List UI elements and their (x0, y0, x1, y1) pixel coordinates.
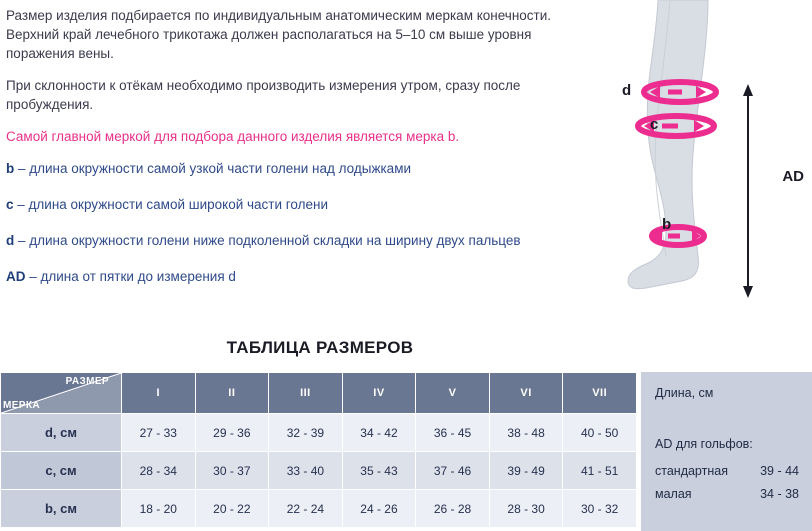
column-header-3: III (269, 373, 343, 414)
column-header-2: II (195, 373, 269, 414)
cell-b-7: 30 - 32 (563, 490, 637, 528)
label-ad: AD (782, 168, 804, 185)
table-corner-cell (1, 373, 122, 414)
label-b: b (662, 216, 672, 233)
definition-ad-text: – длина от пятки до измерения d (25, 269, 236, 284)
definition-b (6, 159, 586, 178)
corner-label-size: РАЗМЕР (65, 376, 109, 387)
column-header-6: VI (489, 373, 563, 414)
ring-d (644, 82, 716, 102)
info-row-standard (655, 464, 805, 478)
definition-b-text: – длина окружности самой узкой части голени над лодыжками (14, 161, 412, 176)
row-label-b: b, см (1, 490, 122, 528)
cell-b-5: 26 - 28 (416, 490, 490, 528)
definition-c (6, 195, 586, 214)
cell-d-1: 27 - 33 (122, 414, 196, 452)
cell-d-5: 36 - 45 (416, 414, 490, 452)
info-row-small (655, 487, 805, 501)
leg-illustration (600, 0, 812, 320)
info-panel-subtitle: AD для гольфов: (655, 437, 753, 451)
size-table (0, 372, 637, 528)
cell-c-2: 30 - 37 (195, 452, 269, 490)
cell-b-3: 22 - 24 (269, 490, 343, 528)
definition-c-key: c (6, 197, 14, 212)
length-info-panel (641, 372, 812, 531)
ring-b (652, 227, 704, 245)
info-panel-rows (655, 464, 805, 510)
size-table-header-row (1, 373, 637, 414)
description-text-block (6, 6, 586, 303)
table-row (1, 490, 637, 528)
cell-c-3: 33 - 40 (269, 452, 343, 490)
table-row (1, 414, 637, 452)
ad-arrow (743, 84, 753, 298)
row-label-c: c, см (1, 452, 122, 490)
paragraph-highlight: Самой главной меркой для подбора данного изделия является мерка b. (6, 129, 460, 144)
cell-b-1: 18 - 20 (122, 490, 196, 528)
info-row-standard-value: 39 - 44 (760, 464, 799, 478)
info-row-standard-name: стандартная (655, 464, 728, 478)
cell-d-3: 32 - 39 (269, 414, 343, 452)
definition-c-text: – длина окружности самой широкой части голени (13, 197, 328, 212)
label-d: d (622, 82, 632, 99)
definitions-list (6, 159, 586, 286)
cell-c-4: 35 - 43 (342, 452, 416, 490)
table-title: ТАБЛИЦА РАЗМЕРОВ (226, 338, 414, 357)
paragraph-1: Размер изделия подбирается по индивидуальным анатомическим меркам конечности. Верхний край лечебного трикотажа должен располагаться на 5–10 см выше уровня поражения вены. (6, 8, 552, 61)
cell-b-2: 20 - 22 (195, 490, 269, 528)
leg-diagram-svg (600, 0, 812, 320)
cell-d-2: 29 - 36 (195, 414, 269, 452)
cell-c-1: 28 - 34 (122, 452, 196, 490)
paragraph-2: При склонности к отёкам необходимо производить измерения утром, сразу после пробуждения. (6, 78, 521, 112)
column-header-7: VII (563, 373, 637, 414)
size-table-body (1, 414, 637, 528)
definition-d-text: – длина окружности голени ниже подколенной складки на ширину двух пальцев (14, 233, 521, 248)
cell-d-4: 34 - 42 (342, 414, 416, 452)
column-header-4: IV (342, 373, 416, 414)
definition-ad (6, 267, 586, 286)
info-panel-title: Длина, см (655, 386, 714, 400)
cell-c-7: 41 - 51 (563, 452, 637, 490)
definition-d-key: d (6, 233, 15, 248)
info-row-small-value: 34 - 38 (760, 487, 799, 501)
definition-ad-key: AD (6, 269, 26, 284)
definition-b-key: b (6, 161, 15, 176)
cell-c-5: 37 - 46 (416, 452, 490, 490)
size-table-head (1, 373, 637, 414)
cell-b-6: 28 - 30 (489, 490, 563, 528)
cell-d-6: 38 - 48 (489, 414, 563, 452)
row-label-d: d, см (1, 414, 122, 452)
table-row (1, 452, 637, 490)
info-row-small-name: малая (655, 487, 692, 501)
corner-label-measure: МЕРКА (3, 400, 40, 411)
cell-d-7: 40 - 50 (563, 414, 637, 452)
definition-d (6, 231, 586, 250)
cell-c-6: 39 - 49 (489, 452, 563, 490)
column-header-5: V (416, 373, 490, 414)
cell-b-4: 24 - 26 (342, 490, 416, 528)
column-header-1: I (122, 373, 196, 414)
label-c: c (650, 116, 659, 133)
